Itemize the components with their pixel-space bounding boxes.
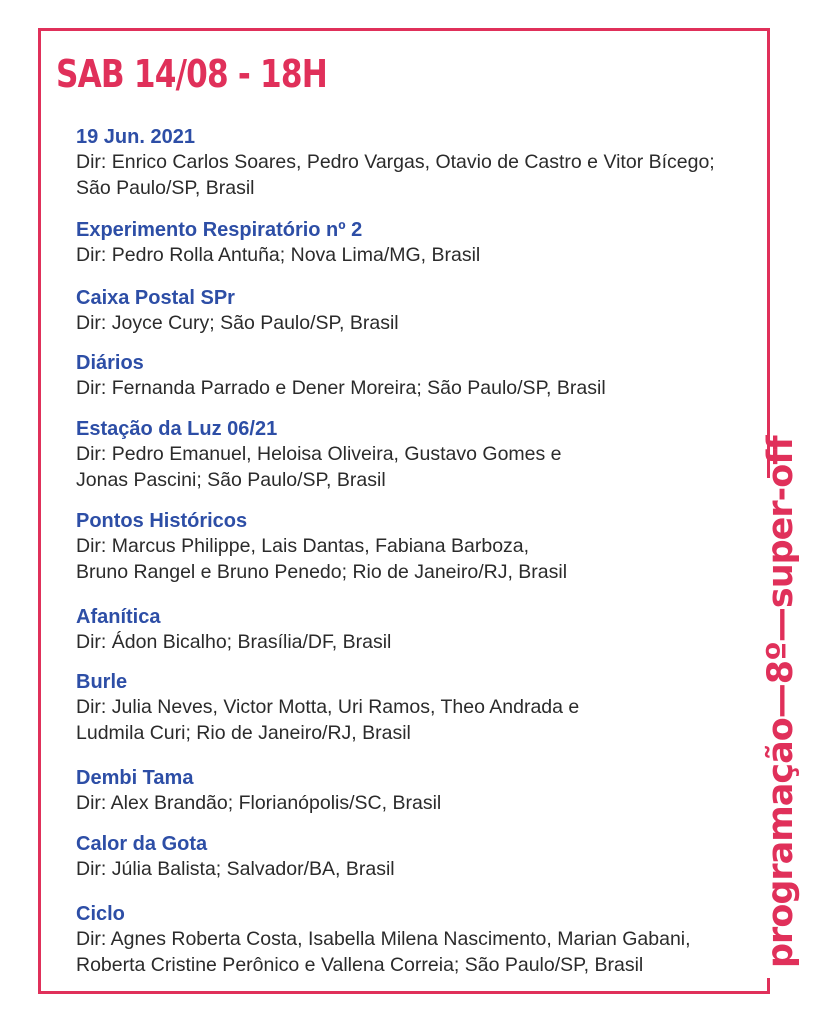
film-entry	[76, 351, 756, 401]
page-title: SAB 14/08 - 18H	[56, 52, 328, 96]
film-credits: Dir: Fernanda Parrado e Dener Moreira; São Paulo/SP, Brasil	[76, 377, 606, 399]
film-entry	[76, 670, 756, 746]
film-entry	[76, 286, 756, 336]
film-title: Ciclo	[76, 903, 125, 925]
film-title: Caixa Postal SPr	[76, 287, 235, 309]
film-title: Diários	[76, 352, 144, 374]
film-entry	[76, 125, 756, 201]
film-title: Estação da Luz 06/21	[76, 418, 278, 440]
film-credits: Dir: Pedro Emanuel, Heloisa Oliveira, Gustavo Gomes e Jonas Pascini; São Paulo/SP, Brasil	[76, 443, 562, 491]
film-credits: Dir: Pedro Rolla Antuña; Nova Lima/MG, Brasil	[76, 244, 481, 266]
film-credits: Dir: Enrico Carlos Soares, Pedro Vargas, Otavio de Castro e Vitor Bícego; São Paulo/SP, Brasil	[76, 151, 715, 199]
film-credits: Dir: Agnes Roberta Costa, Isabella Milena Nascimento, Marian Gabani, Roberta Cristine Perônico e Vallena Correia; São Paulo/SP, Brasil	[76, 928, 691, 976]
film-credits: Dir: Ádon Bicalho; Brasília/DF, Brasil	[76, 631, 392, 653]
film-title: 19 Jun. 2021	[76, 126, 195, 148]
film-entry	[76, 509, 756, 585]
film-credits: Dir: Julia Neves, Victor Motta, Uri Ramos, Theo Andrada e Ludmila Curi; Rio de Janeiro/RJ, Brasil	[76, 696, 580, 744]
film-credits: Dir: Joyce Cury; São Paulo/SP, Brasil	[76, 312, 399, 334]
film-entry	[76, 902, 756, 978]
side-label-container	[749, 436, 809, 978]
film-title: Afanítica	[76, 606, 161, 628]
film-credits: Dir: Júlia Balista; Salvador/BA, Brasil	[76, 858, 395, 880]
film-title: Experimento Respiratório nº 2	[76, 219, 363, 241]
film-entry	[76, 218, 756, 268]
film-entry	[76, 417, 756, 493]
film-entry	[76, 766, 756, 816]
film-entry	[76, 605, 756, 655]
film-credits: Dir: Marcus Philippe, Lais Dantas, Fabiana Barboza, Bruno Rangel e Bruno Penedo; Rio de Janeiro/RJ, Brasil	[76, 535, 568, 583]
film-title: Dembi Tama	[76, 767, 194, 789]
film-title: Calor da Gota	[76, 833, 208, 855]
film-entry	[76, 832, 756, 882]
film-title: Burle	[76, 671, 128, 693]
film-title: Pontos Históricos	[76, 510, 248, 532]
film-credits: Dir: Alex Brandão; Florianópolis/SC, Brasil	[76, 792, 442, 814]
side-label: programação—8º—super-off	[761, 436, 801, 968]
